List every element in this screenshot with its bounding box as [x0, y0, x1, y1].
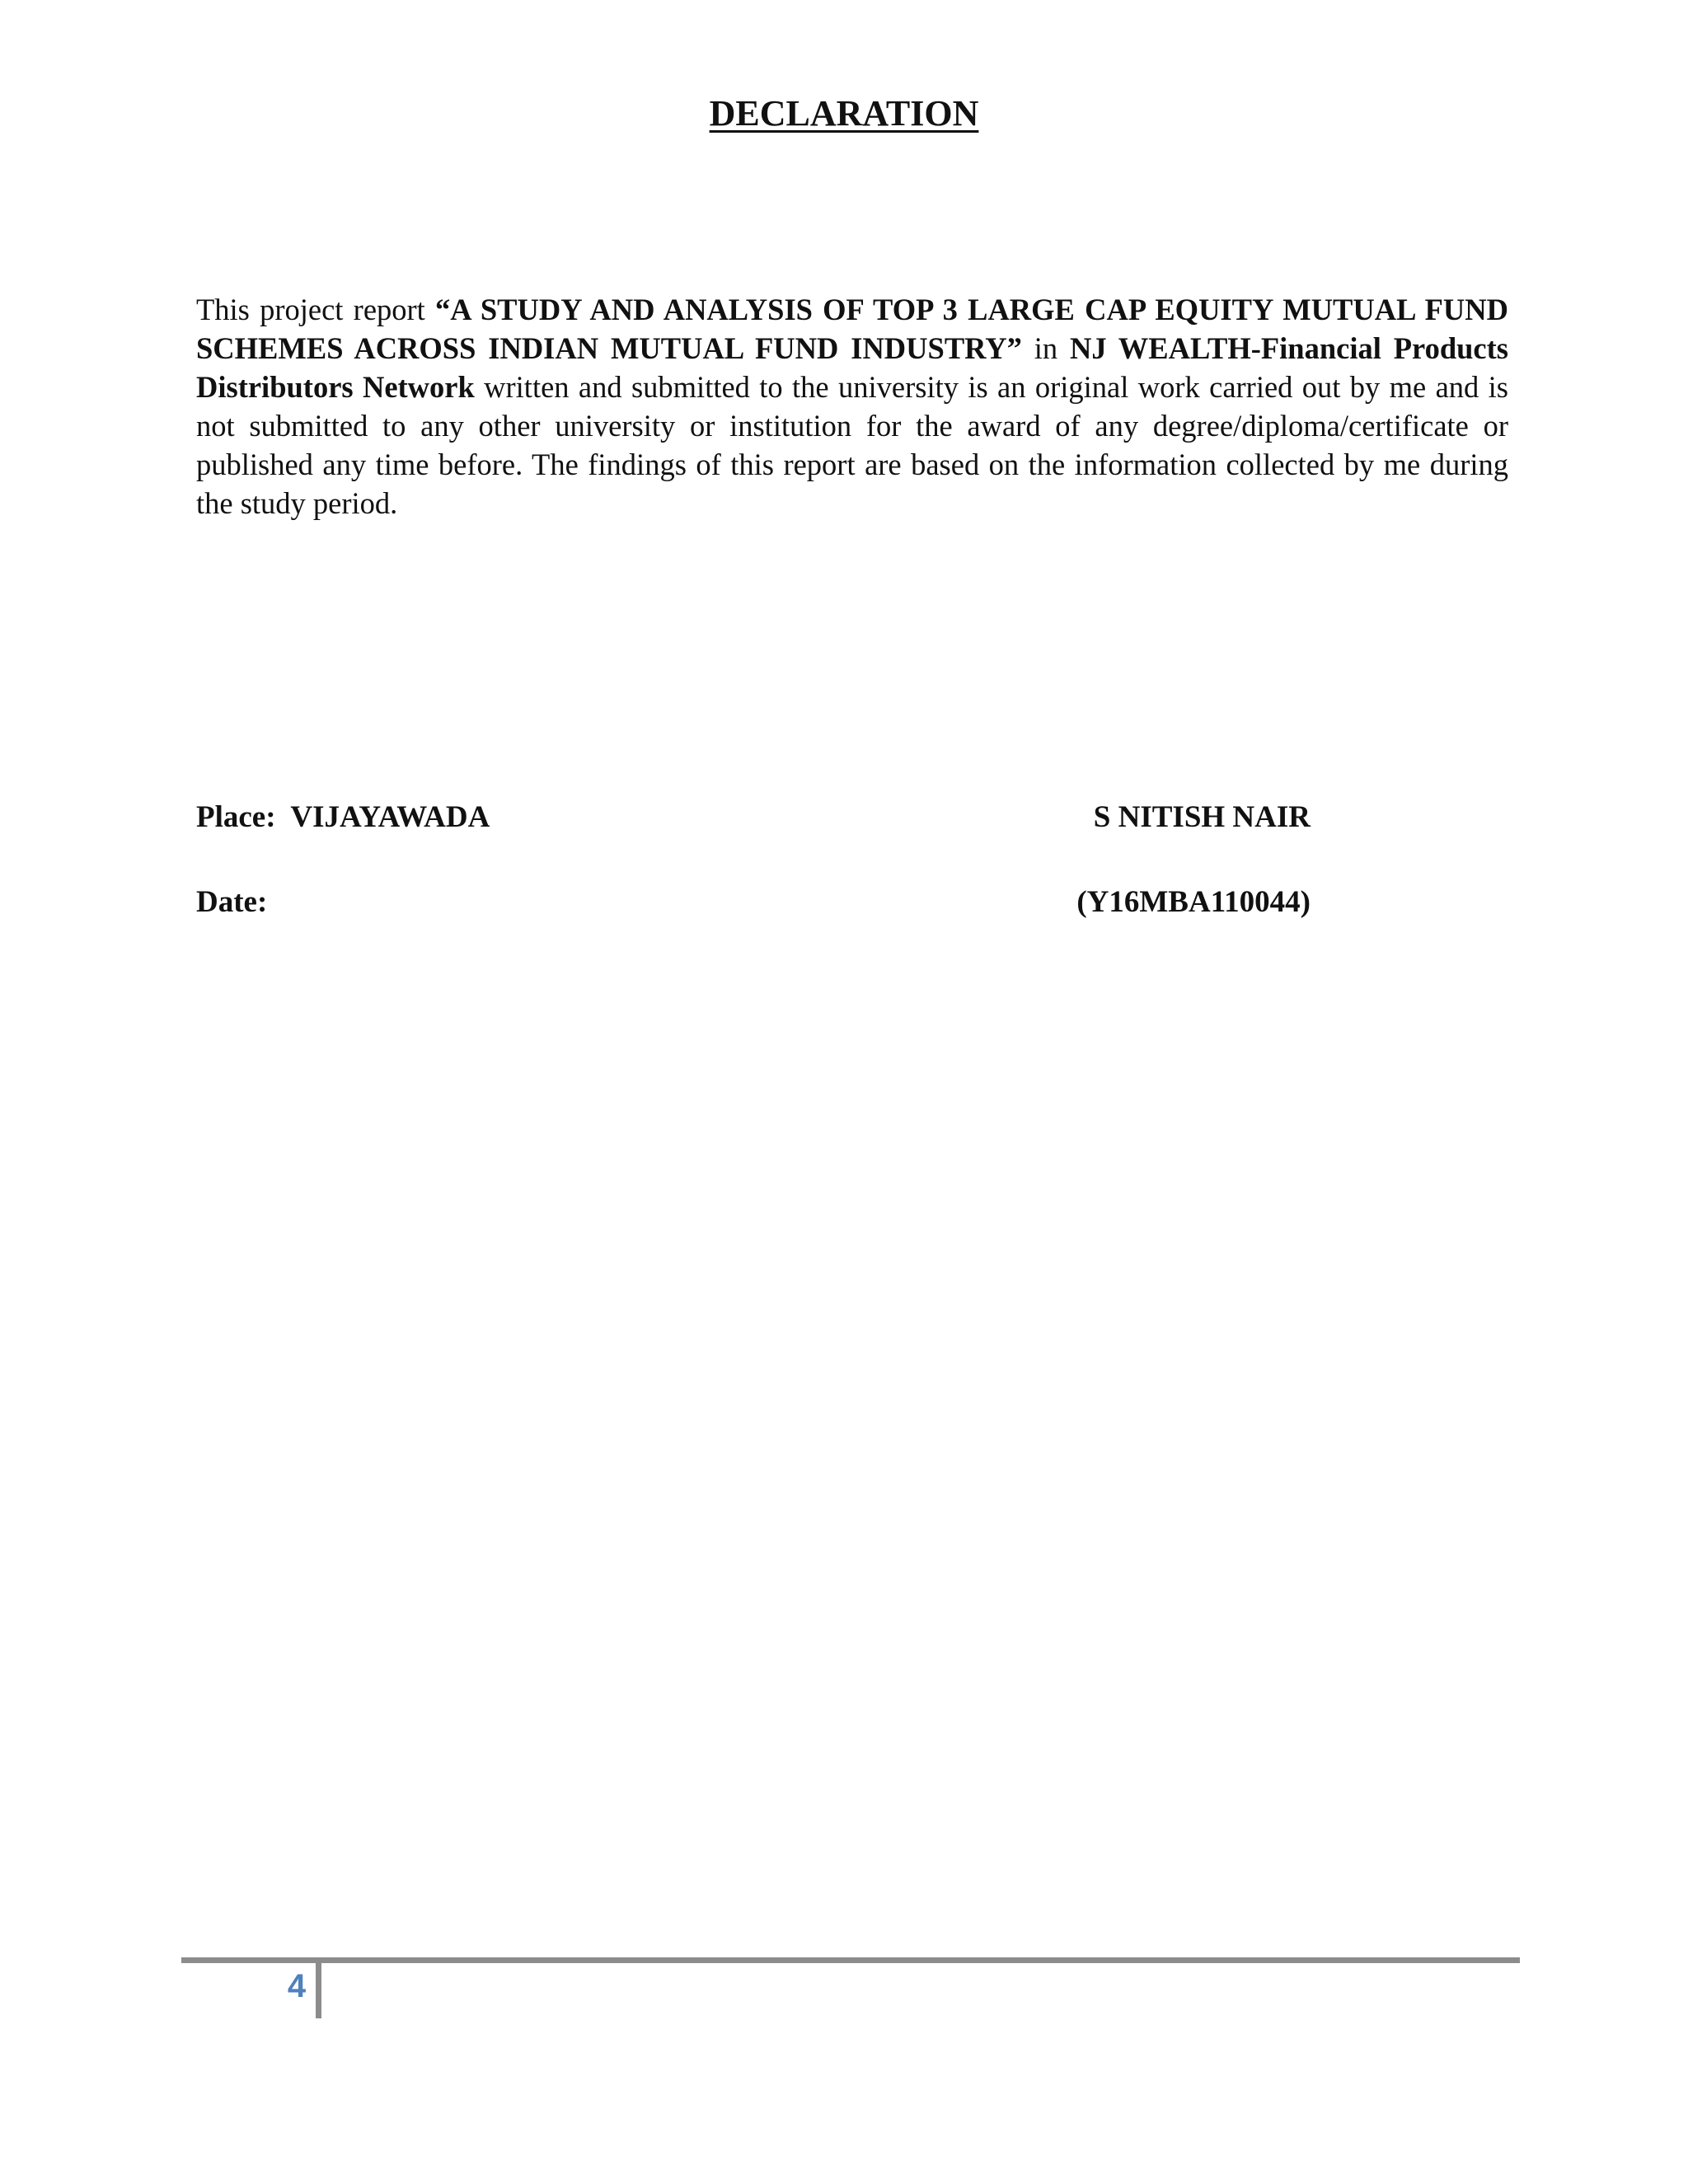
place-row	[196, 799, 1311, 841]
paragraph-rest: written and submitted to the university is an original work carried out by me and is not submitted to any other university or institution for the award of any degree/diploma/certificate or published any time before. The findings of this report are based on the information collected by me during the study period.	[196, 370, 1508, 520]
report-title: “A STUDY AND ANALYSIS OF TOP 3 LARGE CAP EQUITY MUTUAL FUND SCHEMES ACROSS INDIAN MUTUAL FUND INDUSTRY”	[196, 293, 1508, 365]
footer-divider	[316, 1962, 321, 2018]
date-label: Date:	[196, 885, 268, 919]
paragraph-connector: in	[1021, 331, 1070, 365]
student-name: S NITISH NAIR	[1093, 800, 1311, 834]
page-number: 4	[287, 1968, 307, 2004]
student-id: (Y16MBA110044)	[1076, 885, 1311, 919]
footer-rule	[181, 1957, 1520, 1963]
paragraph-intro: This project report	[196, 293, 436, 326]
declaration-paragraph	[196, 290, 1508, 523]
place-label: Place: VIJAYAWADA	[196, 800, 490, 834]
organization-name: NJ WEALTH-Financial Products Distributors Network	[196, 331, 1508, 404]
date-row	[196, 884, 1311, 926]
page-title: DECLARATION	[709, 93, 979, 134]
